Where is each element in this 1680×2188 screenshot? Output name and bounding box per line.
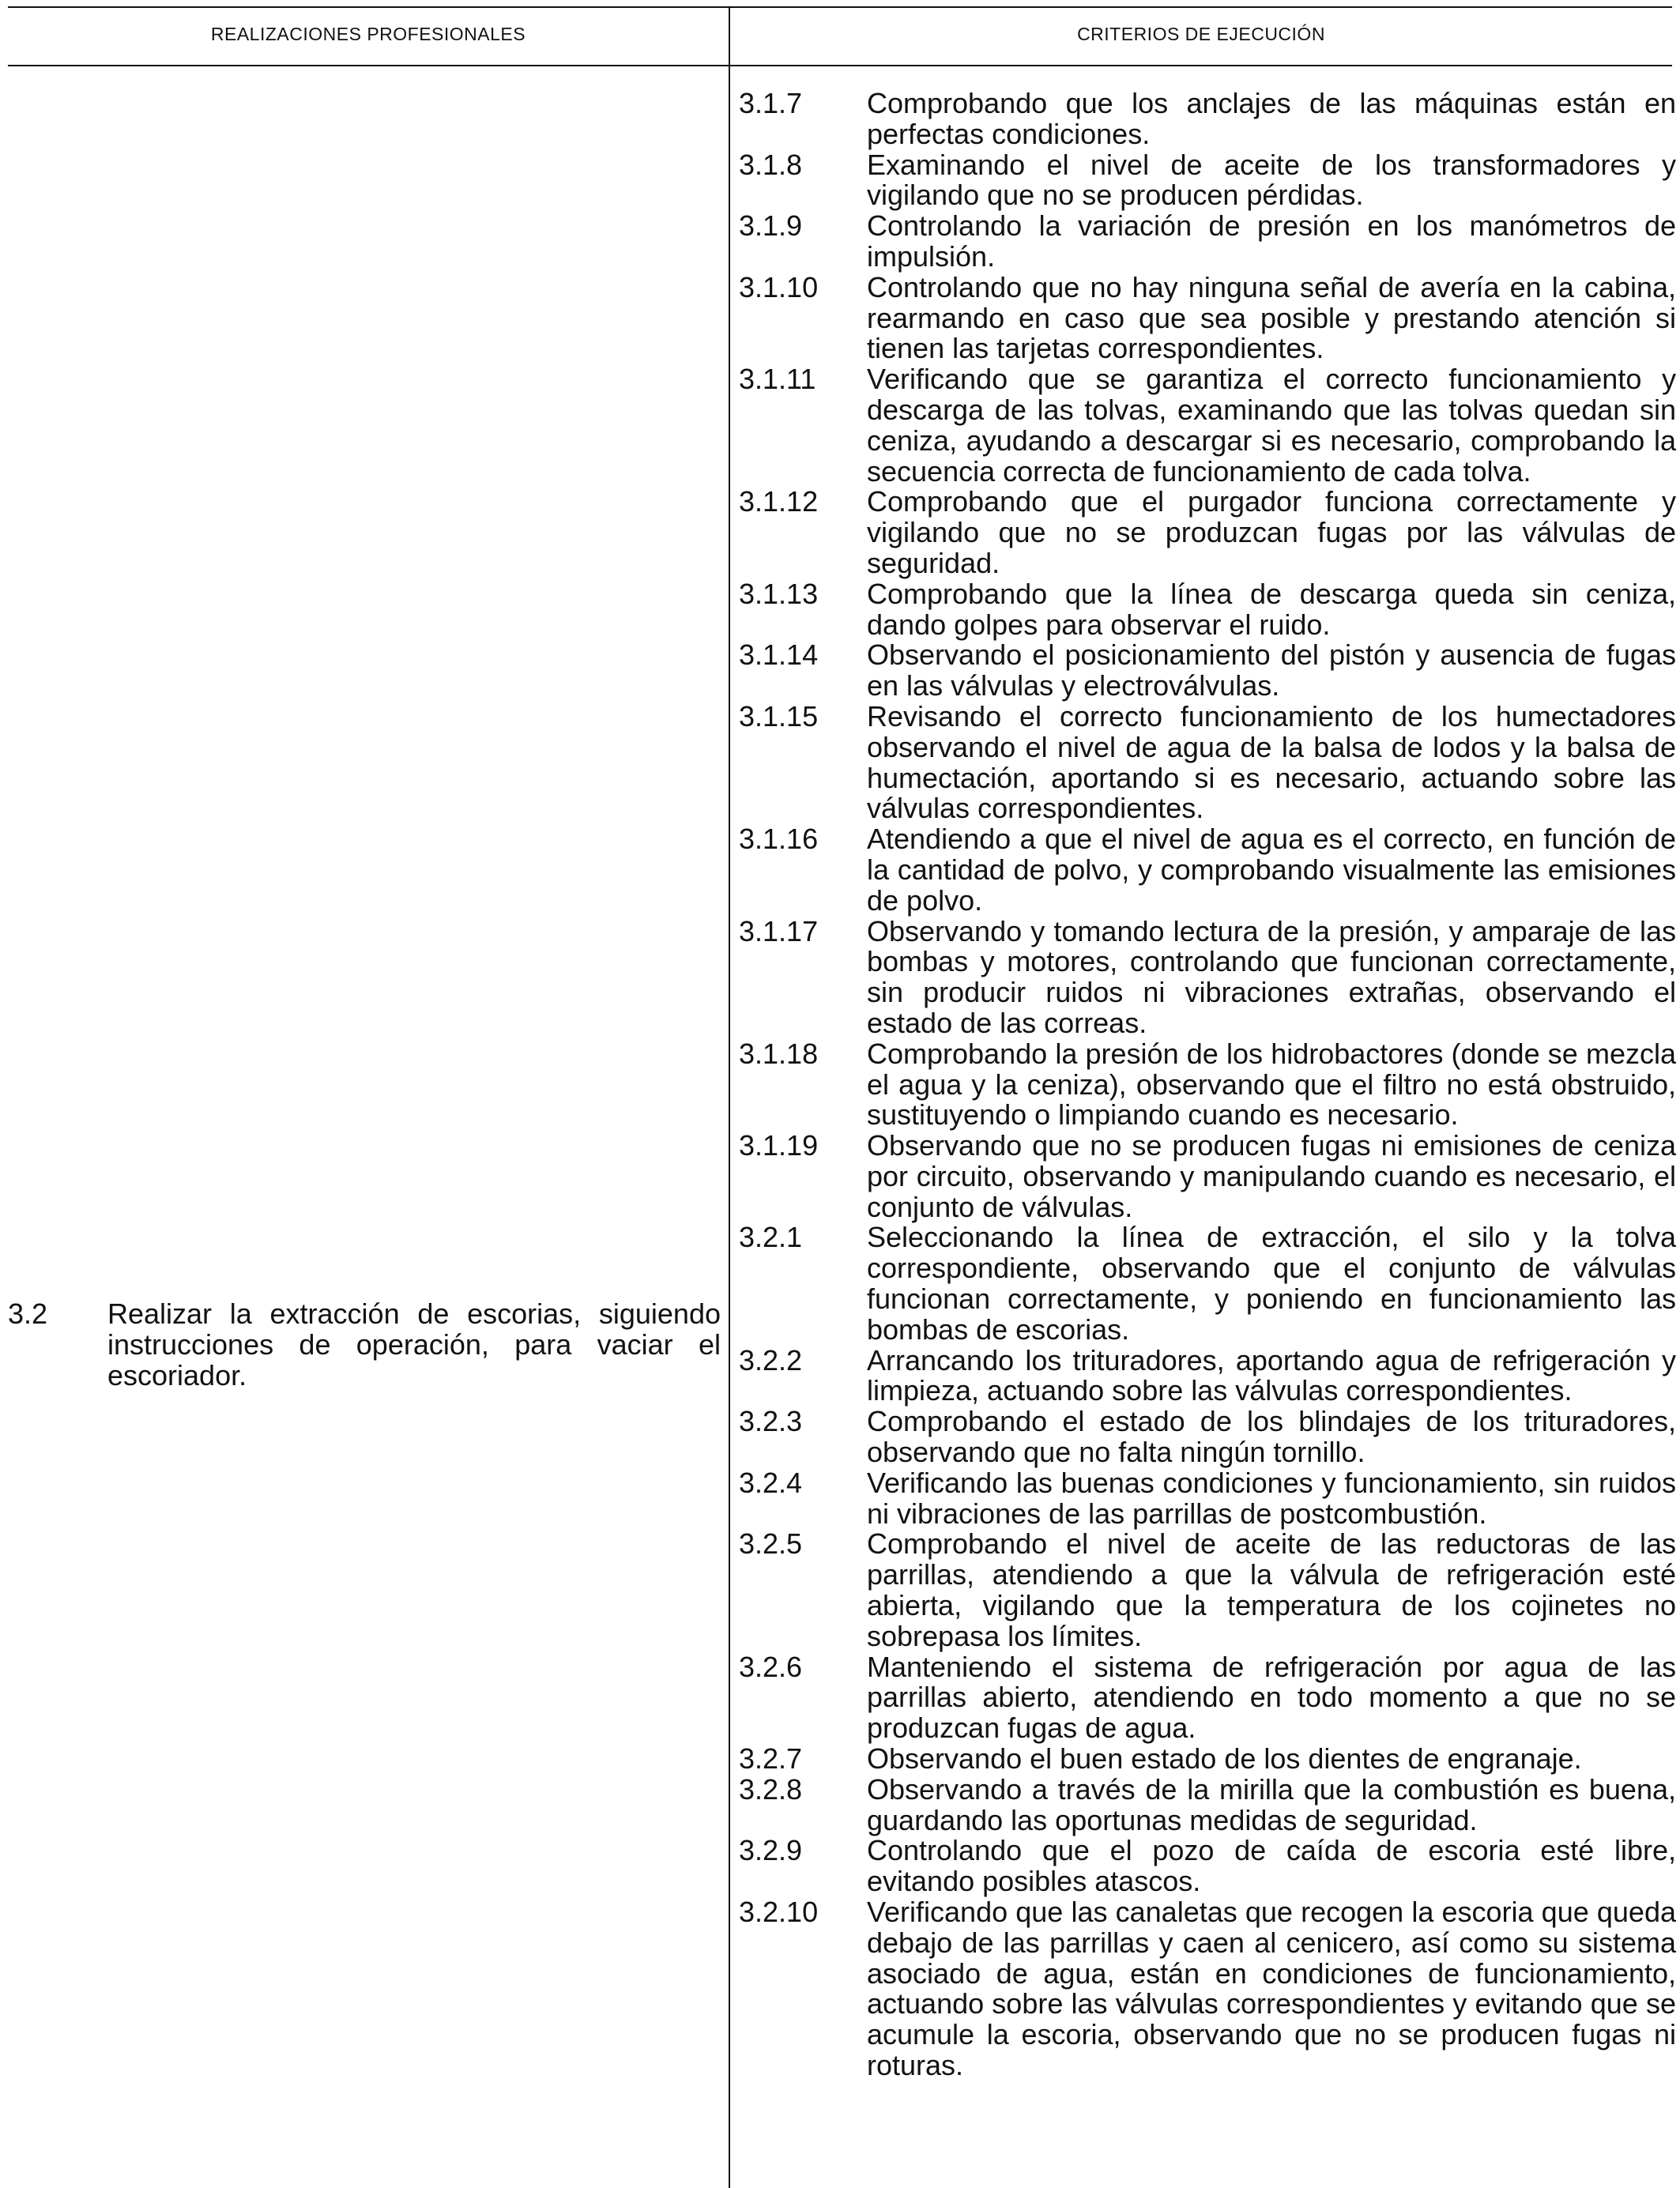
criterio-item bbox=[739, 1744, 1676, 1775]
criterio-number: 3.1.8 bbox=[739, 148, 803, 181]
criterio-number: 3.2.2 bbox=[739, 1343, 803, 1376]
criterio-number: 3.2.1 bbox=[739, 1221, 803, 1254]
criterio-text: Revisando el correcto funcionamiento de los humectadores observando el nivel de agua de la balsa de lodos y la balsa de humectación, aportando si es necesario, actuando sobre las válvulas correspondientes. bbox=[867, 699, 1676, 825]
criterios-list bbox=[739, 88, 1676, 2081]
criterio-item bbox=[739, 1468, 1676, 1530]
criterio-text: Comprobando que el purgador funciona correctamente y vigilando que no se produzcan fugas por las válvulas de seguridad. bbox=[867, 485, 1676, 579]
criterio-text: Examinando el nivel de aceite de los transformadores y vigilando que no se producen pérdidas. bbox=[867, 148, 1676, 212]
column-divider bbox=[729, 6, 730, 2188]
criterio-item bbox=[739, 211, 1676, 273]
criterio-item bbox=[739, 150, 1676, 212]
criterio-text: Controlando la variación de presión en los manómetros de impulsión. bbox=[867, 209, 1676, 273]
criterio-number: 3.1.18 bbox=[739, 1037, 819, 1070]
criterio-number: 3.2.6 bbox=[739, 1650, 803, 1683]
criterio-text: Comprobando que los anclajes de las máquinas están en perfectas condiciones. bbox=[867, 87, 1676, 150]
criterio-item bbox=[739, 1343, 1676, 1407]
criterio-text: Comprobando que la línea de descarga queda sin ceniza, dando golpes para observar el ruido. bbox=[867, 577, 1676, 641]
criterio-item bbox=[739, 1652, 1676, 1744]
criterio-item bbox=[739, 640, 1676, 702]
criterio-item bbox=[739, 364, 1676, 487]
realizacion-text: Realizar la extracción de escorias, siguiendo instrucciones de operación, para vaciar el escoriador. bbox=[107, 1297, 721, 1392]
criterio-text: Verificando que las canaletas que recogen la escoria que queda debajo de las parrillas y caen al cenicero, así como su sistema asociado de agua, están en condiciones de funcionamiento, actuando sobre las válvulas correspondientes y evitando que se acumule la escoria, observando que no se producen fugas ni roturas. bbox=[867, 1896, 1676, 2081]
criterio-number: 3.1.17 bbox=[739, 914, 819, 947]
table-header-border bbox=[8, 65, 1672, 66]
criterio-text: Verificando las buenas condiciones y funcionamiento, sin ruidos ni vibraciones de las parrillas de postcombustión. bbox=[867, 1466, 1676, 1530]
realizacion-item bbox=[8, 1298, 721, 1391]
criterio-text: Observando a través de la mirilla que la combustión es buena, guardando las oportunas medidas de seguridad. bbox=[867, 1772, 1676, 1836]
criterio-number: 3.1.13 bbox=[739, 577, 819, 610]
criterio-text: Manteniendo el sistema de refrigeración por agua de las parrillas abierto, atendiendo en todo momento a que no se produzcan fugas de agua. bbox=[867, 1650, 1676, 1745]
criterio-number: 3.1.9 bbox=[739, 209, 803, 243]
criterio-number: 3.2.8 bbox=[739, 1772, 803, 1806]
criterio-item bbox=[739, 88, 1676, 150]
criterio-number: 3.1.16 bbox=[739, 823, 819, 856]
criterio-item bbox=[739, 1836, 1676, 1897]
column-header-criterios: CRITERIOS DE EJECUCIÓN bbox=[1077, 24, 1325, 44]
criterio-text: Observando y tomando lectura de la presión, y amparaje de las bombas y motores, controlando que funcionan correctamente, sin producir ruidos ni vibraciones extrañas, observando el estado de las correas. bbox=[867, 914, 1676, 1039]
criterio-item bbox=[739, 270, 1676, 365]
criterio-item bbox=[739, 824, 1676, 916]
criterio-text: Comprobando el estado de los blindajes de los trituradores, observando que no falta ningún tornillo. bbox=[867, 1405, 1676, 1469]
criterio-number: 3.2.5 bbox=[739, 1527, 803, 1561]
criterio-number: 3.1.12 bbox=[739, 485, 819, 518]
realizacion-number: 3.2 bbox=[8, 1297, 48, 1330]
criterio-number: 3.2.4 bbox=[739, 1466, 803, 1499]
criterio-text: Controlando que no hay ninguna señal de avería en la cabina, rearmando en caso que sea posible y prestando atención si tienen las tarjetas correspondientes. bbox=[867, 270, 1676, 365]
criterio-item bbox=[739, 1772, 1676, 1836]
criterio-item bbox=[739, 1897, 1676, 2081]
criterio-item bbox=[739, 1407, 1676, 1468]
criterio-number: 3.2.3 bbox=[739, 1405, 803, 1438]
criterio-text: Atendiendo a que el nivel de agua es el correcto, en función de la cantidad de polvo, y comprobando visualmente las emisiones de polvo. bbox=[867, 823, 1676, 917]
criterio-text: Comprobando el nivel de aceite de las reductoras de las parrillas, atendiendo a que la válvula de refrigeración esté abierta, vigilando que la temperatura de los cojinetes no sobrepasa los límites. bbox=[867, 1527, 1676, 1652]
criterio-number: 3.1.7 bbox=[739, 87, 803, 119]
criterio-number: 3.1.14 bbox=[739, 638, 819, 672]
criterio-number: 3.2.9 bbox=[739, 1834, 803, 1867]
criterio-item bbox=[739, 579, 1676, 641]
criterio-item bbox=[739, 487, 1676, 578]
criterio-item bbox=[739, 699, 1676, 825]
criterio-item bbox=[739, 914, 1676, 1039]
criterio-text: Verificando que se garantiza el correcto funcionamiento y descarga de las tolvas, examinando que las tolvas quedan sin ceniza, ayudando a descargar si es necesario, comprobando la secuencia correcta de funcionamiento de cada tolva. bbox=[867, 363, 1676, 488]
criterio-number: 3.1.11 bbox=[739, 363, 816, 396]
criterio-item bbox=[739, 1529, 1676, 1651]
criterio-text: Observando el posicionamiento del pistón y ausencia de fugas en las válvulas y electroválvulas. bbox=[867, 638, 1676, 702]
criterio-number: 3.2.10 bbox=[739, 1896, 819, 1929]
criterio-number: 3.2.7 bbox=[739, 1742, 803, 1776]
criterio-number: 3.1.10 bbox=[739, 270, 819, 303]
criterio-number: 3.1.19 bbox=[739, 1129, 819, 1162]
criterio-text: Comprobando la presión de los hidrobactores (donde se mezcla el agua y la ceniza), observando que el filtro no está obstruido, sustituyendo o limpiando cuando es necesario. bbox=[867, 1037, 1676, 1132]
criterio-item bbox=[739, 1222, 1676, 1345]
criterio-item bbox=[739, 1131, 1676, 1222]
criterio-number: 3.1.15 bbox=[739, 699, 819, 732]
column-header-realizaciones: REALIZACIONES PROFESIONALES bbox=[210, 24, 526, 44]
criterio-text: Controlando que el pozo de caída de escoria esté libre, evitando posibles atascos. bbox=[867, 1834, 1676, 1898]
table-top-border bbox=[8, 6, 1672, 8]
criterio-text: Seleccionando la línea de extracción, el silo y la tolva correspondiente, observando que el conjunto de válvulas funcionan correctamente, y poniendo en funcionamiento las bombas de escorias. bbox=[867, 1221, 1676, 1346]
criterio-item bbox=[739, 1039, 1676, 1131]
criterio-text: Arrancando los trituradores, aportando agua de refrigeración y limpieza, actuando sobre las válvulas correspondientes. bbox=[867, 1343, 1676, 1407]
criterio-text: Observando el buen estado de los dientes de engranaje. bbox=[867, 1742, 1582, 1776]
criterio-text: Observando que no se producen fugas ni emisiones de ceniza por circuito, observando y manipulando cuando es necesario, el conjunto de válvulas. bbox=[867, 1129, 1676, 1223]
